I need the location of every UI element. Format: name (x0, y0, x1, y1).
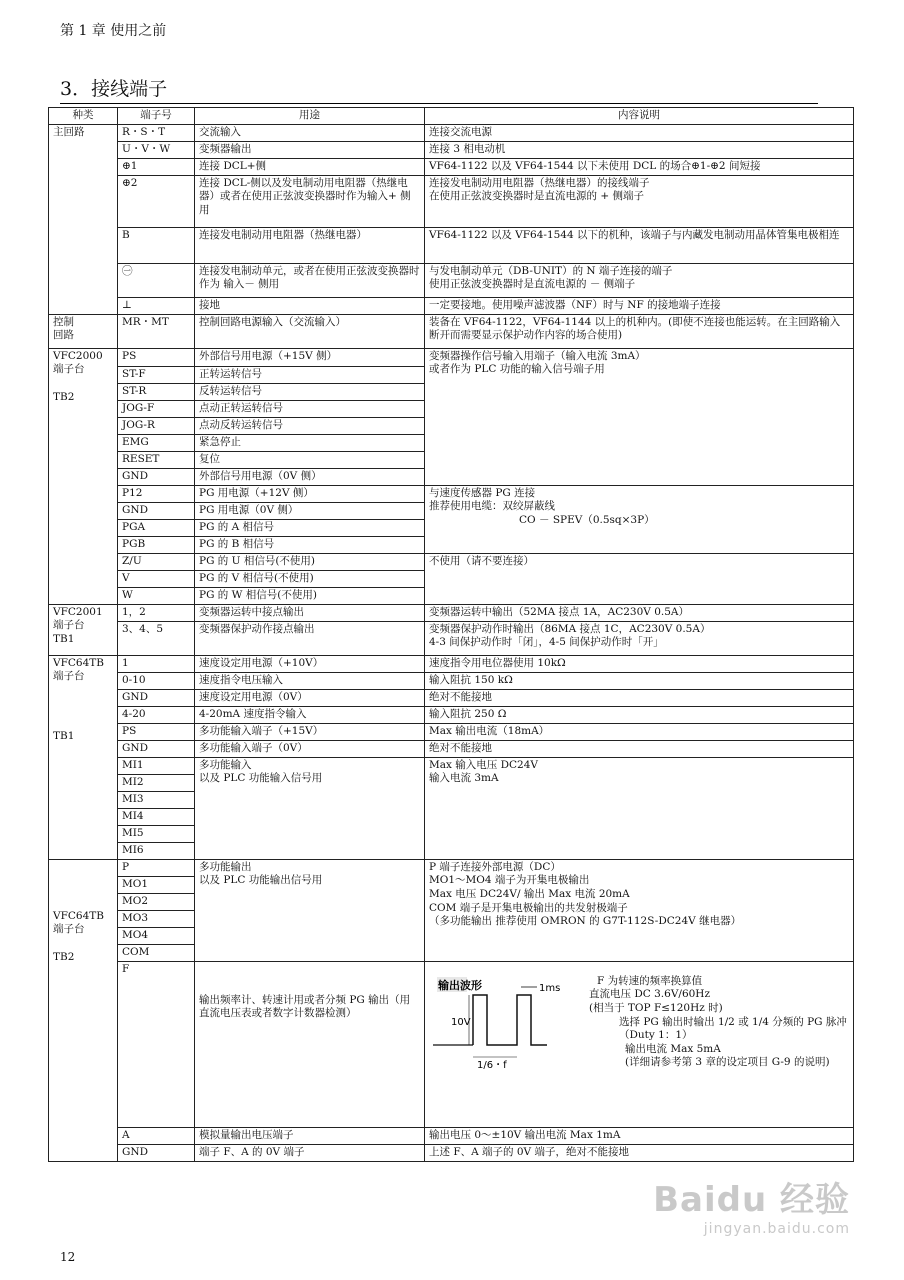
use-cell: PG 用电源（+12V 侧） (195, 485, 425, 502)
terminal-cell: JOG-F (118, 400, 195, 417)
table-row (49, 655, 854, 672)
waveform-title: 输出波形 (438, 978, 482, 992)
terminal-cell: 0-10 (118, 672, 195, 689)
description-line: 直流电压 DC 3.6V/60Hz (589, 988, 710, 1001)
category-line: 控制 (53, 315, 74, 328)
terminal-cell: 1 (118, 655, 195, 672)
table-row (49, 859, 854, 876)
category-line: VFC64TB (53, 656, 104, 669)
use-cell: 速度设定用电源（0V） (195, 689, 425, 706)
terminal-cell: JOG-R (118, 417, 195, 434)
description-cell: 输出电压 0～±10V 输出电流 Max 1mA (425, 1127, 854, 1144)
use-cell: 点动反转运转信号 (195, 417, 425, 434)
category-line: 端子台 (53, 923, 85, 936)
description-line: COM 端子是开集电极输出的共发射极端子 (429, 901, 628, 914)
use-cell: 变频器保护动作接点输出 (195, 621, 425, 655)
terminal-cell: P (118, 859, 195, 876)
use-cell: 接地 (195, 297, 425, 314)
terminal-cell: MO2 (118, 893, 195, 910)
terminal-cell: ⊕2 (118, 175, 195, 227)
description-cell (425, 961, 854, 1127)
description-cell: 绝对不能接地 (425, 740, 854, 757)
category-vfc2000 (49, 348, 118, 604)
table-row (49, 757, 854, 774)
category-line: TB2 (53, 390, 75, 403)
description-line: 与发电制动单元（DB-UNIT）的 N 端子连接的端子 (429, 264, 673, 277)
use-cell (195, 859, 425, 961)
table-row (49, 672, 854, 689)
description-line: 选择 PG 输出时输出 1/2 或 1/4 分频的 PG 脉冲（Duty 1：1） (619, 1015, 847, 1042)
terminal-cell: V (118, 570, 195, 587)
f-output-text (589, 967, 849, 1070)
use-cell: 连接 DCL-侧以及发电制动用电阻器（热继电器）或者在使用正弦波变换器时作为输入+ 侧用 (195, 175, 425, 227)
description-cell: 不使用（请不要连接） (425, 553, 854, 604)
category-line: 回路 (53, 329, 74, 342)
terminal-cell: GND (118, 468, 195, 485)
use-line: 以及 PLC 功能输入信号用 (199, 772, 323, 785)
use-cell: 连接发电制动用电阻器（热继电器） (195, 227, 425, 263)
category-vfc2001 (49, 604, 118, 655)
terminal-cell: A (118, 1127, 195, 1144)
page-number: 12 (60, 1250, 76, 1264)
description-line: 使用正弦波变换器时是直流电源的 － 侧端子 (429, 278, 636, 291)
table-row (49, 158, 854, 175)
use-cell: 速度指令电压输入 (195, 672, 425, 689)
terminal-cell: MO3 (118, 910, 195, 927)
terminal-cell: P12 (118, 485, 195, 502)
description-line: MO1～MO4 端子为开集电极输出 (429, 874, 590, 887)
category-line: TB1 (53, 632, 75, 645)
table-row (49, 706, 854, 723)
description-cell (425, 757, 854, 859)
use-cell: PG 用电源（0V 侧） (195, 502, 425, 519)
use-cell: 4-20mA 速度指令输入 (195, 706, 425, 723)
watermark-logo: Baidu 经验 (653, 1180, 850, 1220)
description-line: (详细请参考第 3 章的设定项目 G-9 的说明) (625, 1056, 830, 1069)
use-cell: 变频器输出 (195, 141, 425, 158)
use-line: 以及 PLC 功能输出信号用 (199, 874, 323, 887)
waveform-label-10v: 10V (451, 1016, 471, 1028)
terminal-cell: PGB (118, 536, 195, 553)
table-row (49, 263, 854, 297)
description-line: CO － SPEV（0.5sq×3P） (519, 513, 655, 526)
terminal-cell: R・S・T (118, 124, 195, 141)
description-cell (425, 621, 854, 655)
description-line: 在使用正弦波变换器时是直流电源的 + 侧端子 (429, 190, 644, 203)
use-cell: PG 的 W 相信号(不使用) (195, 587, 425, 604)
description-line: 连接发电制动用电阻器（热继电器）的接线端子 (429, 176, 650, 189)
terminal-cell: RESET (118, 451, 195, 468)
table-row (49, 1144, 854, 1161)
description-line: 输入电流 3mA (429, 772, 499, 785)
use-line: 多功能输出 (199, 860, 252, 873)
table-row (49, 621, 854, 655)
table-row (49, 689, 854, 706)
table-header-row (49, 108, 854, 125)
header-description: 内容说明 (425, 108, 854, 125)
description-line: 与速度传感器 PG 连接 (429, 486, 536, 499)
use-cell: 点动正转运转信号 (195, 400, 425, 417)
use-cell: 速度设定用电源（+10V） (195, 655, 425, 672)
use-cell: 外部信号用电源（+15V 侧） (195, 348, 425, 366)
use-cell: PG 的 B 相信号 (195, 536, 425, 553)
table-row (49, 961, 854, 1127)
use-cell: PG 的 U 相信号(不使用) (195, 553, 425, 570)
use-cell: 模拟量输出电压端子 (195, 1127, 425, 1144)
output-waveform-diagram (429, 967, 579, 1077)
header-category: 种类 (49, 108, 118, 125)
use-cell: 反转运转信号 (195, 383, 425, 400)
description-cell: 输入阻抗 150 kΩ (425, 672, 854, 689)
table-row (49, 553, 854, 570)
terminal-table (48, 107, 854, 1162)
use-cell: 交流输入 (195, 124, 425, 141)
description-line: 变频器保护动作时输出（86MA 接点 1C，AC230V 0.5A） (429, 622, 711, 635)
terminal-cell: ST-R (118, 383, 195, 400)
use-cell: 控制回路电源输入（交流输入） (195, 314, 425, 348)
terminal-cell: F (118, 961, 195, 1127)
table-row (49, 348, 854, 366)
use-cell: 复位 (195, 451, 425, 468)
terminal-cell: U・V・W (118, 141, 195, 158)
category-vfc64tb-tb1 (49, 655, 118, 859)
terminal-cell: MI5 (118, 825, 195, 842)
table-row (49, 314, 854, 348)
table-row (49, 141, 854, 158)
use-cell: 变频器运转中接点输出 (195, 604, 425, 621)
description-line: (相当于 TOP F≤120Hz 时) (589, 1001, 723, 1014)
table-row (49, 740, 854, 757)
header-terminal: 端子号 (118, 108, 195, 125)
use-cell: 输出频率计、转速计用或者分频 PG 输出（用直流电压表或者数字计数器检测） (195, 961, 425, 1127)
use-cell: 多功能输入端子（0V） (195, 740, 425, 757)
description-cell: 一定要接地。使用噪声滤波器（NF）时与 NF 的接地端子连接 (425, 297, 854, 314)
terminal-cell: PS (118, 723, 195, 740)
terminal-cell: W (118, 587, 195, 604)
terminal-cell: 4-20 (118, 706, 195, 723)
description-cell (425, 175, 854, 227)
description-cell: 速度指令用电位器使用 10kΩ (425, 655, 854, 672)
category-line: VFC64TB (53, 909, 104, 922)
use-cell: 连接发电制动单元，或者在使用正弦波变换器时作为 输入－ 侧用 (195, 263, 425, 297)
use-cell: 多功能输入端子（+15V） (195, 723, 425, 740)
description-cell: Max 输出电流（18mA） (425, 723, 854, 740)
description-cell (425, 485, 854, 553)
table-row (49, 1127, 854, 1144)
table-row (49, 723, 854, 740)
header-use: 用途 (195, 108, 425, 125)
category-line: TB1 (53, 729, 75, 742)
description-cell: 变频器运转中输出（52MA 接点 1A，AC230V 0.5A） (425, 604, 854, 621)
description-line: （多功能输出 推荐使用 OMRON 的 G7T-112S-DC24V 继电器） (429, 915, 742, 928)
description-cell (425, 263, 854, 297)
category-line: TB2 (53, 950, 75, 963)
terminal-cell: 1，2 (118, 604, 195, 621)
terminal-cell: MI2 (118, 774, 195, 791)
waveform-label-period: 1/6・f (477, 1059, 507, 1071)
description-line: Max 电压 DC24V/ 输出 Max 电流 20mA (429, 887, 630, 900)
description-cell: 连接交流电源 (425, 124, 854, 141)
use-cell: 紧急停止 (195, 434, 425, 451)
terminal-cell: ST-F (118, 366, 195, 383)
category-vfc64tb-tb2 (49, 859, 118, 1161)
baidu-watermark (650, 1172, 850, 1237)
description-line: P 端子连接外部电源（DC） (429, 860, 561, 873)
description-cell: VF64-1122 以及 VF64-1544 以下未使用 DCL 的场合⊕1-⊕2 间短接 (425, 158, 854, 175)
terminal-cell: EMG (118, 434, 195, 451)
terminal-cell: Z/U (118, 553, 195, 570)
terminal-cell: MI4 (118, 808, 195, 825)
f-output-block (429, 963, 849, 1081)
description-line: Max 输入电压 DC24V (429, 758, 539, 771)
waveform-pulse (473, 995, 547, 1045)
use-cell: 外部信号用电源（0V 侧） (195, 468, 425, 485)
category-line: VFC2001 (53, 605, 103, 618)
terminal-cell: MR・MT (118, 314, 195, 348)
category-line: VFC2000 (53, 349, 103, 362)
terminal-cell: MI1 (118, 757, 195, 774)
category-line: 端子台 (53, 670, 85, 683)
use-cell (195, 757, 425, 859)
table-row (49, 124, 854, 141)
use-cell: PG 的 V 相信号(不使用) (195, 570, 425, 587)
use-cell: 连接 DCL+侧 (195, 158, 425, 175)
terminal-cell: MO1 (118, 876, 195, 893)
terminal-cell: GND (118, 689, 195, 706)
description-cell: 装备在 VF64-1122，VF64-1144 以上的机种内。(即使不连接也能运转。在主回路输入断开而需要显示保护动作内容的场合使用) (425, 314, 854, 348)
description-line: 变频器操作信号输入用端子（输入电流 3mA） (429, 349, 646, 362)
waveform-label-1ms: 1ms (539, 982, 561, 994)
terminal-cell: B (118, 227, 195, 263)
terminal-cell: MO4 (118, 927, 195, 944)
description-cell: 上述 F、A 端子的 0V 端子，绝对不能接地 (425, 1144, 854, 1161)
use-cell: 正转运转信号 (195, 366, 425, 383)
section-title: 3．接线端子 (60, 74, 818, 104)
terminal-cell: GND (118, 740, 195, 757)
description-line: 4-3 间保护动作时「闭」，4-5 间保护动作时「开」 (429, 636, 664, 649)
terminal-cell: ⊥ (118, 297, 195, 314)
use-cell: PG 的 A 相信号 (195, 519, 425, 536)
terminal-cell: ㊀ (118, 263, 195, 297)
table-row (49, 175, 854, 227)
description-line: 输出电流 Max 5mA (625, 1042, 721, 1055)
terminal-cell: MI6 (118, 842, 195, 859)
description-cell: 绝对不能接地 (425, 689, 854, 706)
description-line: F 为转速的频率换算值 (597, 974, 703, 987)
category-control-circuit (49, 314, 118, 348)
watermark-url: jingyan.baidu.com (703, 1221, 850, 1237)
use-line: 多功能输入 (199, 758, 252, 771)
description-line: 推荐使用电缆：双绞屏蔽线 (429, 500, 555, 513)
terminal-cell: PS (118, 348, 195, 366)
terminal-cell: COM (118, 944, 195, 961)
description-cell (425, 348, 854, 485)
description-cell: 连接 3 相电动机 (425, 141, 854, 158)
table-row (49, 604, 854, 621)
terminal-cell: PGA (118, 519, 195, 536)
description-cell: 输入阻抗 250 Ω (425, 706, 854, 723)
table-row (49, 297, 854, 314)
description-cell: VF64-1122 以及 VF64-1544 以下的机种，该端子与内藏发电制动用晶体管集电极相连 (425, 227, 854, 263)
category-line: 端子台 (53, 363, 85, 376)
category-line: 端子台 (53, 619, 85, 632)
terminal-cell: 3、4、5 (118, 621, 195, 655)
table-row (49, 485, 854, 502)
category-main-circuit: 主回路 (49, 124, 118, 314)
chapter-header: 第 1 章 使用之前 (60, 23, 167, 39)
use-cell: 端子 F、A 的 0V 端子 (195, 1144, 425, 1161)
description-cell (425, 859, 854, 961)
description-line: 或者作为 PLC 功能的输入信号端子用 (429, 363, 605, 376)
terminal-cell: GND (118, 1144, 195, 1161)
table-row (49, 227, 854, 263)
terminal-cell: GND (118, 502, 195, 519)
terminal-cell: ⊕1 (118, 158, 195, 175)
terminal-cell: MI3 (118, 791, 195, 808)
